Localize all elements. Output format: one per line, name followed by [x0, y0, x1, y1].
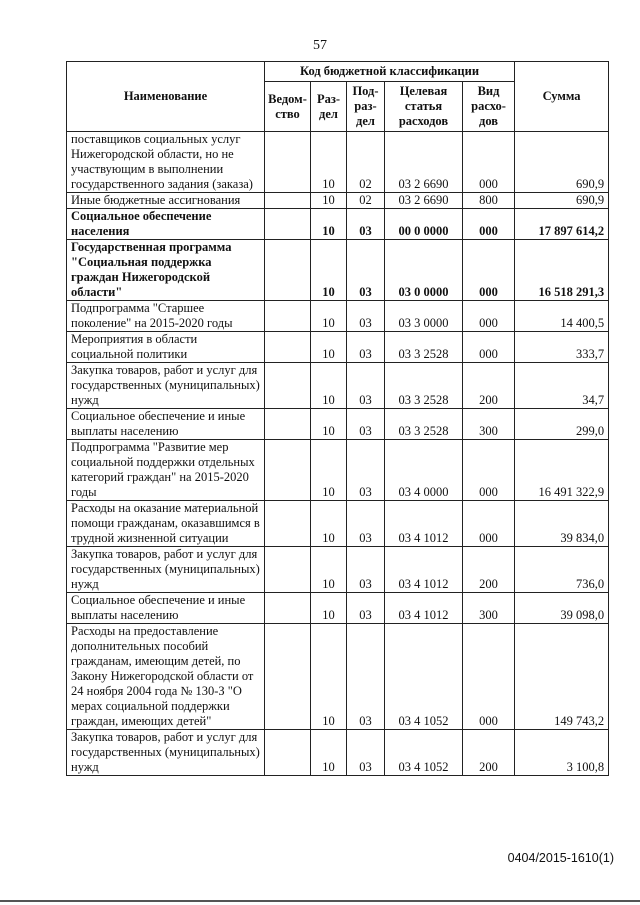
row-vid: 200 [463, 730, 515, 776]
row-sum: 39 098,0 [515, 593, 609, 624]
row-vedomstvo [265, 593, 311, 624]
row-target: 03 0 0000 [385, 240, 463, 301]
row-name: Социальное обеспечение и иные выплаты населению [67, 409, 265, 440]
row-vedomstvo [265, 332, 311, 363]
table-row [67, 440, 609, 501]
table-row [67, 593, 609, 624]
row-target: 03 4 1052 [385, 624, 463, 730]
row-podrazdel: 03 [347, 301, 385, 332]
row-vedomstvo [265, 624, 311, 730]
row-podrazdel: 02 [347, 132, 385, 193]
row-vid: 000 [463, 624, 515, 730]
header-razdel: Раз-дел [311, 82, 347, 132]
row-podrazdel: 02 [347, 193, 385, 209]
row-vid: 000 [463, 240, 515, 301]
row-podrazdel: 03 [347, 501, 385, 547]
row-name: Мероприятия в области социальной политики [67, 332, 265, 363]
row-vid: 800 [463, 193, 515, 209]
row-vid: 300 [463, 409, 515, 440]
row-target: 00 0 0000 [385, 209, 463, 240]
row-sum: 299,0 [515, 409, 609, 440]
table-row [67, 132, 609, 193]
row-name: Подпрограмма "Развитие мер социальной поддержки отдельных категорий граждан" на 2015-2020 годы [67, 440, 265, 501]
row-vedomstvo [265, 409, 311, 440]
row-target: 03 2 6690 [385, 193, 463, 209]
header-target: Целевая статья расходов [385, 82, 463, 132]
row-sum: 16 518 291,3 [515, 240, 609, 301]
row-name: Закупка товаров, работ и услуг для государственных (муниципальных) нужд [67, 363, 265, 409]
row-sum: 34,7 [515, 363, 609, 409]
row-vedomstvo [265, 132, 311, 193]
row-sum: 690,9 [515, 193, 609, 209]
row-razdel: 10 [311, 440, 347, 501]
row-razdel: 10 [311, 209, 347, 240]
row-target: 03 3 2528 [385, 409, 463, 440]
document-code: 0404/2015-1610(1) [507, 851, 614, 865]
row-razdel: 10 [311, 730, 347, 776]
row-podrazdel: 03 [347, 624, 385, 730]
table-row [67, 409, 609, 440]
row-sum: 690,9 [515, 132, 609, 193]
row-name: Государственная программа "Социальная поддержка граждан Нижегородской области" [67, 240, 265, 301]
row-sum: 736,0 [515, 547, 609, 593]
row-vid: 000 [463, 440, 515, 501]
row-vedomstvo [265, 301, 311, 332]
row-name: поставщиков социальных услуг Нижегородской области, но не участвующим в выполнении государственного задания (заказа) [67, 132, 265, 193]
row-vid: 300 [463, 593, 515, 624]
row-podrazdel: 03 [347, 593, 385, 624]
row-razdel: 10 [311, 501, 347, 547]
header-sum: Сумма [515, 62, 609, 132]
row-vedomstvo [265, 363, 311, 409]
row-target: 03 2 6690 [385, 132, 463, 193]
row-podrazdel: 03 [347, 730, 385, 776]
row-target: 03 3 0000 [385, 301, 463, 332]
row-podrazdel: 03 [347, 209, 385, 240]
table-row [67, 193, 609, 209]
row-vid: 000 [463, 501, 515, 547]
row-vid: 200 [463, 363, 515, 409]
row-razdel: 10 [311, 624, 347, 730]
row-target: 03 4 1012 [385, 547, 463, 593]
table-row [67, 501, 609, 547]
row-podrazdel: 03 [347, 332, 385, 363]
row-sum: 333,7 [515, 332, 609, 363]
row-target: 03 4 1012 [385, 501, 463, 547]
row-name: Закупка товаров, работ и услуг для государственных (муниципальных) нужд [67, 730, 265, 776]
row-vedomstvo [265, 209, 311, 240]
row-target: 03 3 2528 [385, 363, 463, 409]
row-razdel: 10 [311, 547, 347, 593]
row-sum: 3 100,8 [515, 730, 609, 776]
table-row [67, 332, 609, 363]
row-vedomstvo [265, 547, 311, 593]
row-sum: 14 400,5 [515, 301, 609, 332]
row-sum: 149 743,2 [515, 624, 609, 730]
table-row [67, 547, 609, 593]
row-target: 03 3 2528 [385, 332, 463, 363]
row-name: Подпрограмма "Старшее поколение" на 2015-2020 годы [67, 301, 265, 332]
row-razdel: 10 [311, 132, 347, 193]
header-vedomstvo: Ведом-ство [265, 82, 311, 132]
bottom-divider [0, 900, 640, 902]
row-podrazdel: 03 [347, 363, 385, 409]
row-razdel: 10 [311, 301, 347, 332]
budget-table [66, 61, 609, 776]
row-name: Расходы на предоставление дополнительных пособий гражданам, имеющим детей, по Закону Нижегородской области от 24 ноября 2004 года № 130-З "О мерах социальной поддержки граждан, имеющих детей" [67, 624, 265, 730]
row-razdel: 10 [311, 593, 347, 624]
row-razdel: 10 [311, 240, 347, 301]
row-target: 03 4 0000 [385, 440, 463, 501]
row-sum: 17 897 614,2 [515, 209, 609, 240]
row-vid: 000 [463, 301, 515, 332]
row-name: Иные бюджетные ассигнования [67, 193, 265, 209]
row-razdel: 10 [311, 193, 347, 209]
row-vid: 000 [463, 132, 515, 193]
row-sum: 39 834,0 [515, 501, 609, 547]
row-vid: 000 [463, 209, 515, 240]
row-podrazdel: 03 [347, 409, 385, 440]
header-kbk: Код бюджетной классификации [265, 62, 515, 82]
table-row [67, 363, 609, 409]
row-name: Социальное обеспечение населения [67, 209, 265, 240]
header-vid: Вид расхо-дов [463, 82, 515, 132]
header-name: Наименование [67, 62, 265, 132]
row-target: 03 4 1052 [385, 730, 463, 776]
table-row [67, 301, 609, 332]
row-podrazdel: 03 [347, 240, 385, 301]
row-vedomstvo [265, 501, 311, 547]
row-vedomstvo [265, 240, 311, 301]
row-vedomstvo [265, 193, 311, 209]
row-name: Социальное обеспечение и иные выплаты населению [67, 593, 265, 624]
header-podrazdel: Под-раз-дел [347, 82, 385, 132]
row-razdel: 10 [311, 409, 347, 440]
row-target: 03 4 1012 [385, 593, 463, 624]
row-sum: 16 491 322,9 [515, 440, 609, 501]
row-razdel: 10 [311, 363, 347, 409]
row-vedomstvo [265, 730, 311, 776]
row-vid: 000 [463, 332, 515, 363]
row-vid: 200 [463, 547, 515, 593]
row-podrazdel: 03 [347, 547, 385, 593]
table-row [67, 624, 609, 730]
row-name: Расходы на оказание материальной помощи гражданам, оказавшимся в трудной жизненной ситуации [67, 501, 265, 547]
row-vedomstvo [265, 440, 311, 501]
row-podrazdel: 03 [347, 440, 385, 501]
table-row [67, 240, 609, 301]
row-name: Закупка товаров, работ и услуг для государственных (муниципальных) нужд [67, 547, 265, 593]
page-number: 57 [313, 38, 327, 53]
table-row [67, 209, 609, 240]
table-row [67, 730, 609, 776]
row-razdel: 10 [311, 332, 347, 363]
